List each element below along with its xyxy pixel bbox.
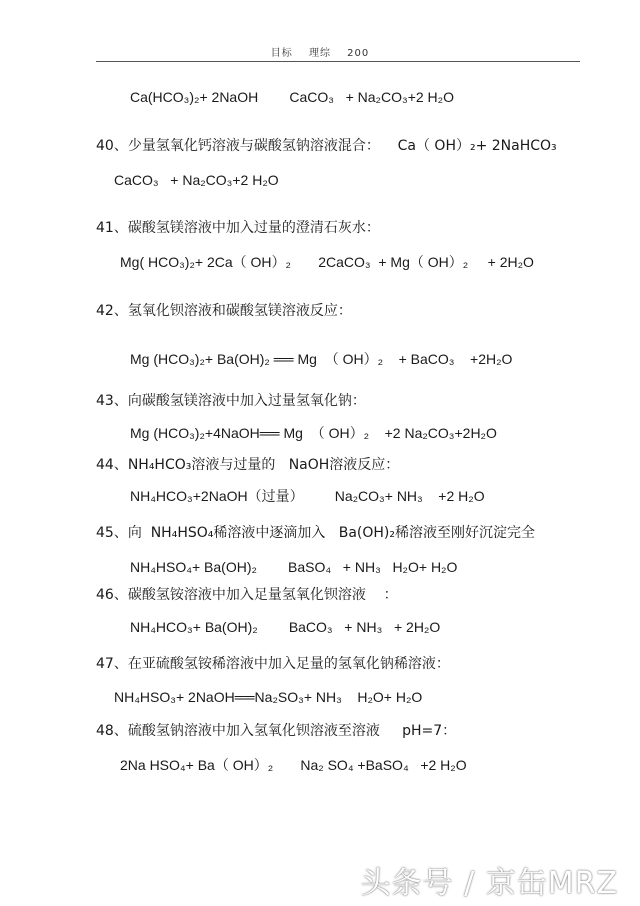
item-45-title: 45、向 NH₄HSO₄稀溶液中逐滴加入 Ba(OH)₂稀溶液至刚好沉淀完全 <box>96 525 535 541</box>
header-subject: 理综 <box>308 48 331 59</box>
item-40-title: 40、少量氢氧化钙溶液与碳酸氢钠溶液混合： Ca（ OH）₂+ 2NaHCO₃ <box>96 138 557 154</box>
header-target: 目标 <box>270 48 293 59</box>
item-47-title: 47、在亚硫酸氢铵稀溶液中加入足量的氢氧化钠稀溶液： <box>96 656 450 672</box>
equation-46: NH₄HCO₃+ Ba(OH)₂ BaCO₃ + NH₃ + 2H₂O <box>130 619 441 635</box>
equation-43: Mg (HCO₃)₂+4NaOH══ Mg （ OH）₂ +2 Na₂CO₃+2H₂O <box>130 425 497 441</box>
equation-39-continued: Ca(HCO₃)₂+ 2NaOH CaCO₃ + Na₂CO₃+2 H₂O <box>130 89 454 105</box>
header-number: 200 <box>347 48 370 59</box>
item-42-title: 42、氢氧化钡溶液和碳酸氢镁溶液反应： <box>96 303 352 319</box>
item-46-title: 46、碳酸氢铵溶液中加入足量氢氧化钡溶液 ： <box>96 587 398 603</box>
equation-41: Mg( HCO₃)₂+ 2Ca（ OH）₂ 2CaCO₃ + Mg（ OH）₂ + 2H₂O <box>120 254 534 270</box>
header-rule <box>96 61 580 62</box>
equation-42: Mg (HCO₃)₂+ Ba(OH)₂ ══ Mg （ OH）₂ + BaCO₃ +2H₂O <box>130 351 513 367</box>
equation-48: 2Na HSO₄+ Ba（ OH）₂ Na₂ SO₄ +BaSO₄ +2 H₂O <box>120 757 467 773</box>
source-watermark: 头条号 / 京缶MRZ <box>360 866 618 901</box>
page-header <box>0 44 640 59</box>
item-48-title: 48、硫酸氢钠溶液中加入氢氧化钡溶液至溶液 pH=7： <box>96 723 457 739</box>
equation-40: CaCO₃ + Na₂CO₃+2 H₂O <box>114 172 279 188</box>
equation-45: NH₄HSO₄+ Ba(OH)₂ BaSO₄ + NH₃ H₂O+ H₂O <box>130 559 458 575</box>
item-41-title: 41、碳酸氢镁溶液中加入过量的澄清石灰水： <box>96 220 380 236</box>
item-44-title: 44、NH₄HCO₃溶液与过量的 NaOH溶液反应： <box>96 457 400 473</box>
equation-44: NH₄HCO₃+2NaOH（过量） Na₂CO₃+ NH₃ +2 H₂O <box>130 488 485 504</box>
item-43-title: 43、向碳酸氢镁溶液中加入过量氢氧化钠： <box>96 393 366 409</box>
equation-47: NH₄HSO₃+ 2NaOH══Na₂SO₃+ NH₃ H₂O+ H₂O <box>114 689 423 705</box>
